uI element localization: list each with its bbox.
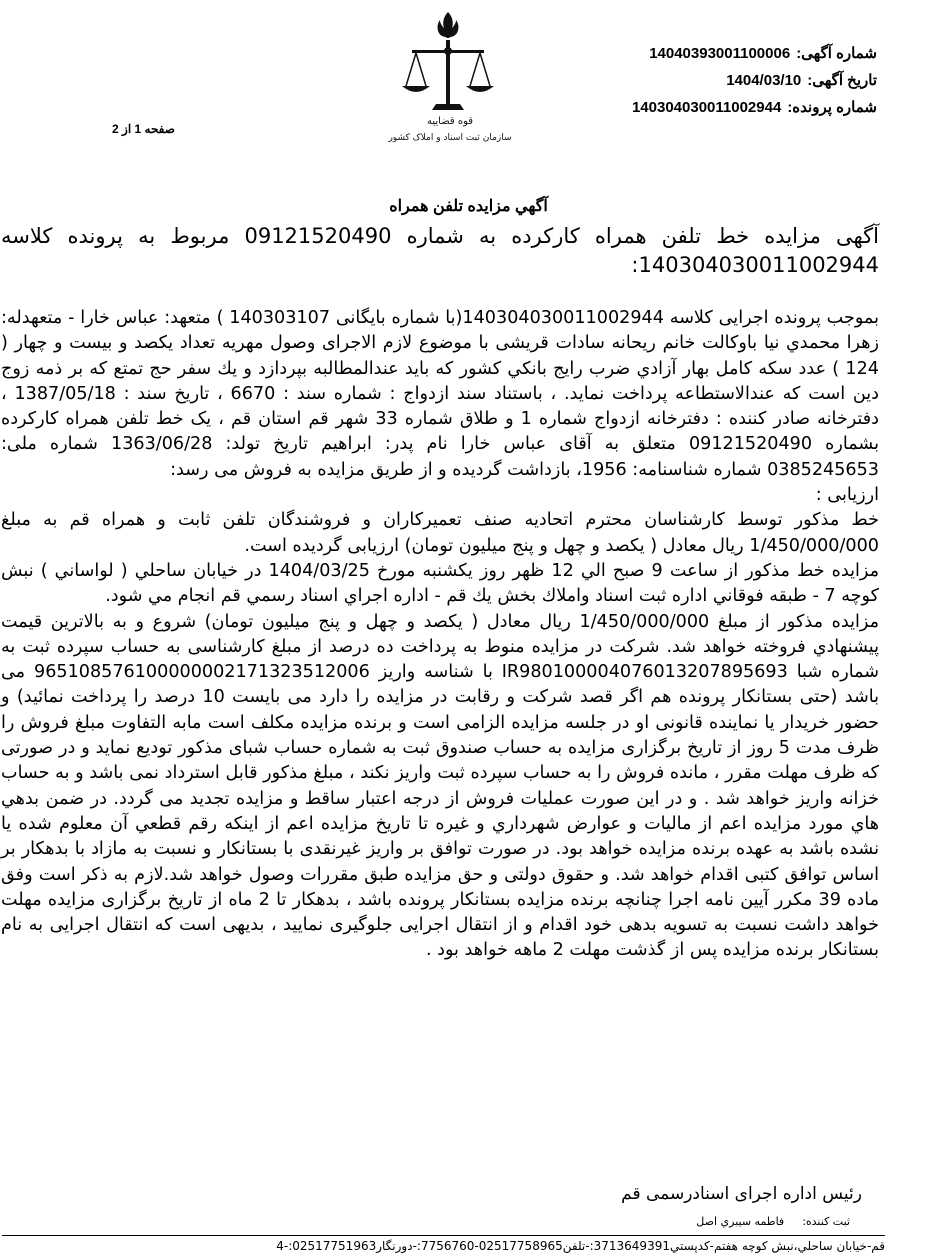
signature-title: رئیس اداره اجرای اسنادرسمی قم: [621, 1184, 862, 1204]
registrar-label: ثبت کننده:: [802, 1215, 850, 1228]
document-subject: آگهی مزایده خط تلفن همراه کارکرده به شماره 09121520490 مربوط به پرونده کلاسه 140304030011002944:: [1, 224, 879, 277]
emblem-caption-organization: سازمان ثبت اسناد و املاک کشور: [388, 133, 512, 143]
judiciary-emblem-icon: [370, 6, 530, 146]
document-title: آگهي مزايده تلفن همراه: [389, 198, 548, 215]
ad-date-row: [587, 67, 877, 94]
ad-number: 14040393001100006: [649, 45, 791, 62]
case-number-row: [587, 94, 877, 121]
registrar-name: فاطمه سيبري اصل: [696, 1215, 785, 1228]
ad-number-row: [587, 40, 877, 67]
body-paragraph-auction-time: مزایده خط مذکور از ساعت 9 صبح الي 12 ظهر روز یکشنبه مورخ 1404/03/25 در خيابان ساحلي ( لواساني ) نبش كوچه 7 - طبقه فوقاني اداره ثبت اسناد واملاك بخش يك قم - اداره اجراي اسناد رسمي قم انجام مي شود.: [1, 560, 880, 607]
registrar: [696, 1215, 850, 1228]
case-number: 140304030011002944: [631, 99, 782, 116]
footer-divider: [2, 1235, 885, 1236]
page-number: صفحه 1 از 2: [112, 122, 175, 136]
footer-address: قم-خيابان ساحلي،نبش كوچه هفتم-كدپستي3713649391:-تلفن02517758965-7756760:-دورنگار02517751963:-4: [276, 1239, 885, 1253]
body-paragraph-evaluation: خط مذکور توسط کارشناسان محترم اتحادیه صنف تعمیرکاران و فروشندگان تلفن ثابت و همراه قم به مبلغ 1/450/000/000 ریال معادل ( یکصد و چهل و پنج میلیون تومان) ارزیابی گردیده است.: [1, 510, 879, 556]
ad-metadata: [587, 40, 877, 121]
body-paragraph-conditions: مزایده مذکور از مبلغ 1/450/000/000 ریال معادل ( یکصد و چهل و پنج میلیون تومان) شروع و به بالاترین قیمت پیشنهادي فروخته خواهد شد. شرکت در مزایده منوط به پرداخت ده درصد از مبلغ کارشناسی به حساب سپرده ثبت به شماره شبا IR980100004076013207895693 با شناسه واریز 965108576100000002171323512006 می باشد (حتی بستانکار پرونده هم اگر قصد شرکت و رقابت در مزایده را دارد می بایست 10 درصد را پرداخت نمائید) و حضور خریدار یا نماینده قانونی او در جلسه مزایده الزامی است و برنده مزایده مکلف است مابه التفاوت مبلغ فروش را ظرف مدت 5 روز از تاریخ برگزاری مزایده به حساب صندوق ثبت به شماره حساب شبای مذکور تودیع نماید و در صورتی که ظرف مهلت مقرر ، مانده فروش را به حساب سپرده ثبت واریز نکند ، مبلغ مذکور قابل استرداد نمی باشد و به حساب خزانه واریز خواهد شد . و در این صورت عملیات فروش از درجه اعتبار ساقط و مزایده تجدید می گردد. در ضمن بدهي هاي مورد مزايده اعم از ماليات و عوارض شهرداري و غيره تا تاريخ مزايده اعم از اينكه رقم قطعي آن معلوم شده يا نشده باشد به عهده برنده مزايده خواهد بود. در صورت توافق بر واریز غیرنقدی با بستانکار و نسبت به مازاد با بدهکار بر اساس توافق کتبی اقدام خواهد شد. و حقوق دولتی و حق مزایده طبق مقررات وصول خواهد شد.لازم به ذکر است وفق ماده 39 مکرر آیین نامه اجرا چنانچه برنده مزایده بستانکار پرونده باشد ، بدهکار تا 2 ماه از تاریخ برگزاری مزایده مهلت خواهد داشت نسبت به تسویه بدهی خود اقدام و از انتقال اجرایی جلوگیری نمایید ، بدیهی است که انتقال اجرایی به نام بستانکار برنده مزایده پس از گذشت مهلت 2 ماهه خواهد بود .: [1, 611, 880, 961]
ad-date: 1404/03/10: [726, 72, 802, 89]
document-body: [1, 306, 879, 964]
ad-number-label: شماره آگهی:: [796, 45, 877, 62]
body-paragraph-case: بموجب پرونده اجرایی کلاسه 140304030011002944(با شماره بایگانی 140303107 ) متعهد: عباس خارا - متعهدله: زهرا محمدي نيا باوكالت خانم ريحانه سادات قريشی با موضوع لازم الاجرای وصول مهریه تعداد يكصد و بيست و چهار ( 124 ) عدد سكه كامل بهار آزادي ضرب رايج بانكي كشور كه بايد عندالمطالبه بپردازد و يك سفر حج تمتع كه بر ذمه زوج دين است كه عندالاستطاعه پرداخت نمايد. ، باستناد سند ازدواج : شماره سند : 6670 ، تاریخ سند : 1387/05/18 ، دفترخانه صادر کننده : دفترخانه ازدواج شماره 1 و طلاق شماره 33 شهر قم استان قم ، یک خط تلفن همراه کارکرده بشماره 09121520490 متعلق به آقای عباس خارا نام پدر: ابراهیم تاریخ تولد: 1363/06/28 شماره ملی: 0385245653 شماره شناسنامه: 1956، بازداشت گردیده و از طریق مزایده به فروش می رسد:: [1, 308, 879, 480]
body-paragraph-evaluation-heading: ارزیابی :: [815, 485, 879, 506]
ad-date-label: تاریخ آگهی:: [807, 72, 877, 89]
case-number-label: شماره پرونده:: [787, 99, 877, 116]
emblem-caption-judiciary: قوه قضاییه: [426, 116, 474, 127]
